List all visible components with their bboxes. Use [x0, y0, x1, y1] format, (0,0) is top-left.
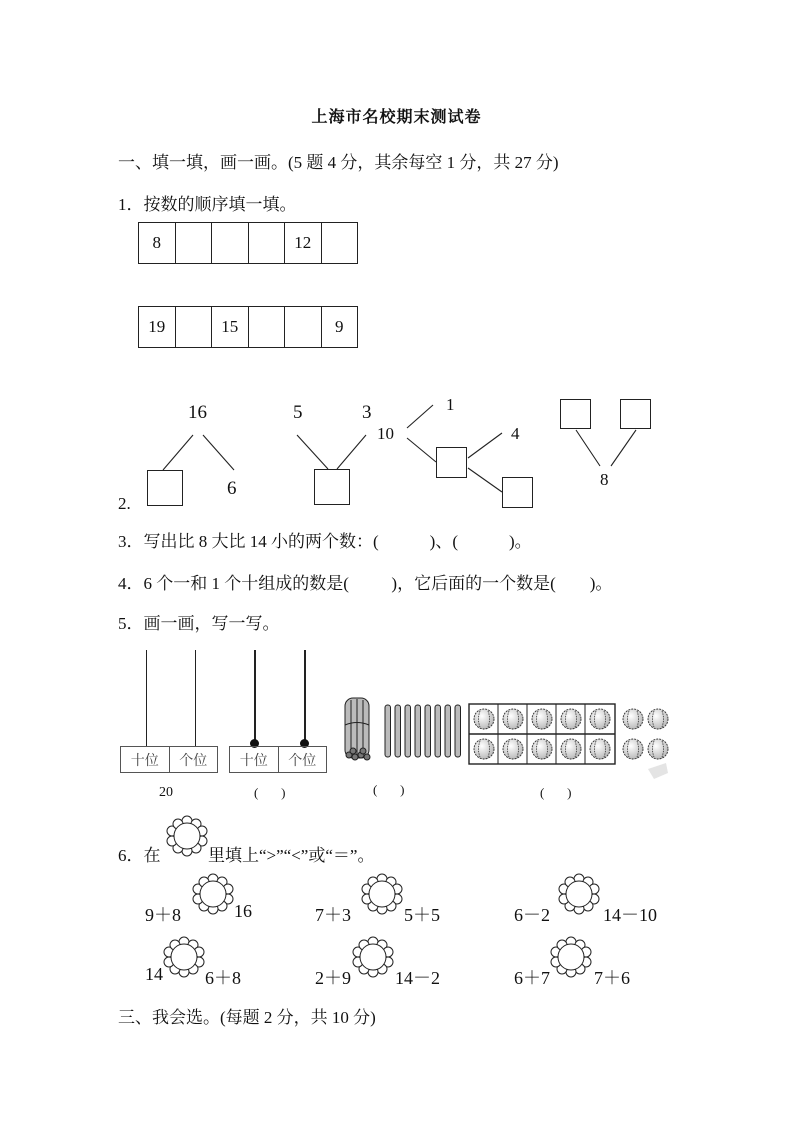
- q1-cell[interactable]: 9: [322, 307, 359, 347]
- q6-item3-flower-blank[interactable]: [558, 873, 600, 915]
- abacus2-ones-label: 个位: [278, 747, 327, 772]
- balls-ten-frame-icon: [468, 703, 678, 783]
- q2-tree3-top: 1: [446, 395, 455, 414]
- q6-item1-flower-blank[interactable]: [192, 873, 234, 915]
- q2-tree1-top: 16: [188, 402, 207, 423]
- q6-item1-left: 9＋8: [145, 905, 181, 925]
- stick-bundle-icon: [340, 695, 465, 765]
- abacus1-tens-label: 十位: [130, 752, 159, 769]
- q1-cell[interactable]: 8: [139, 223, 176, 263]
- q2-tree4-right-box[interactable]: [620, 399, 651, 429]
- q5-prompt: 5．画一画，写一写。: [118, 614, 280, 633]
- abacus2-answer[interactable]: ( ): [254, 785, 286, 800]
- q2-tree4-left-box[interactable]: [560, 399, 591, 429]
- q6-prompt-post: 里填上“>”“<”或“＝”。: [208, 846, 375, 865]
- q2-tree1-right: 6: [227, 478, 237, 499]
- q4-text: 4．6 个一和 1 个十组成的数是( )，它后面的一个数是( )。: [118, 574, 613, 593]
- page-title: 上海市名校期末测试卷: [311, 107, 482, 126]
- q6-item4-left: 14: [145, 964, 163, 984]
- q2-tree2-right: 3: [362, 402, 372, 423]
- q2-tree1-answer-box[interactable]: [147, 470, 183, 506]
- flower-blank-icon: [166, 815, 208, 857]
- q1-prompt: 1．按数的顺序填一填。: [118, 195, 297, 214]
- q6-item2-left: 7＋3: [315, 905, 351, 925]
- q6-prompt-pre: 6．在: [118, 846, 161, 865]
- q2-tree2-answer-box[interactable]: [314, 469, 350, 505]
- q6-item4-right: 6＋8: [205, 968, 241, 988]
- q3-text: 3．写出比 8 大比 14 小的两个数：( )、( )。: [118, 532, 532, 551]
- abacus1-answer: 20: [159, 785, 173, 800]
- q6-item5-left: 2＋9: [315, 968, 351, 988]
- sticks-answer[interactable]: ( ): [373, 782, 405, 797]
- abacus1-place-labels: [120, 746, 218, 773]
- q6-item4-flower-blank[interactable]: [163, 936, 205, 978]
- abacus2-tens-rod: [254, 650, 256, 744]
- q2-tree2-left: 5: [293, 402, 303, 423]
- q6-item6-right: 7＋6: [594, 968, 630, 988]
- abacus1-tens-rod: [146, 650, 147, 746]
- q1-cell[interactable]: 19: [139, 307, 176, 347]
- q1-cell[interactable]: 12: [285, 223, 322, 263]
- q2-tree3-root: 10: [377, 424, 394, 443]
- abacus1-ones-label: 个位: [169, 747, 218, 772]
- abacus2-tens-label: 十位: [239, 752, 268, 769]
- q2-number: 2.: [118, 494, 131, 513]
- balls-answer[interactable]: ( ): [540, 785, 572, 800]
- q2-tree3-mid: 4: [511, 424, 520, 443]
- q6-item1-right: 16: [234, 901, 252, 921]
- q2-tree3-middle-box[interactable]: [436, 447, 467, 478]
- q6-item3-left: 6－2: [514, 905, 550, 925]
- q6-item3-right: 14－10: [603, 905, 657, 925]
- section-1-heading: 一、填一填，画一画。(5 题 4 分，其余每空 1 分，共 27 分): [118, 153, 559, 172]
- q1-cell[interactable]: 15: [212, 307, 249, 347]
- abacus1-ones-rod: [195, 650, 196, 746]
- q6-item5-right: 14－2: [395, 968, 440, 988]
- abacus2-place-labels: [229, 746, 327, 773]
- q2-tree4-bottom: 8: [600, 470, 609, 489]
- q6-item6-flower-blank[interactable]: [550, 936, 592, 978]
- abacus2-ones-rod: [304, 650, 306, 744]
- q2-tree3-bottom-box[interactable]: [502, 477, 533, 508]
- q6-item6-left: 6＋7: [514, 968, 550, 988]
- section-3-heading: 三、我会选。(每题 2 分，共 10 分): [118, 1008, 376, 1027]
- q6-item2-right: 5＋5: [404, 905, 440, 925]
- q6-item2-flower-blank[interactable]: [361, 873, 403, 915]
- q6-item5-flower-blank[interactable]: [352, 936, 394, 978]
